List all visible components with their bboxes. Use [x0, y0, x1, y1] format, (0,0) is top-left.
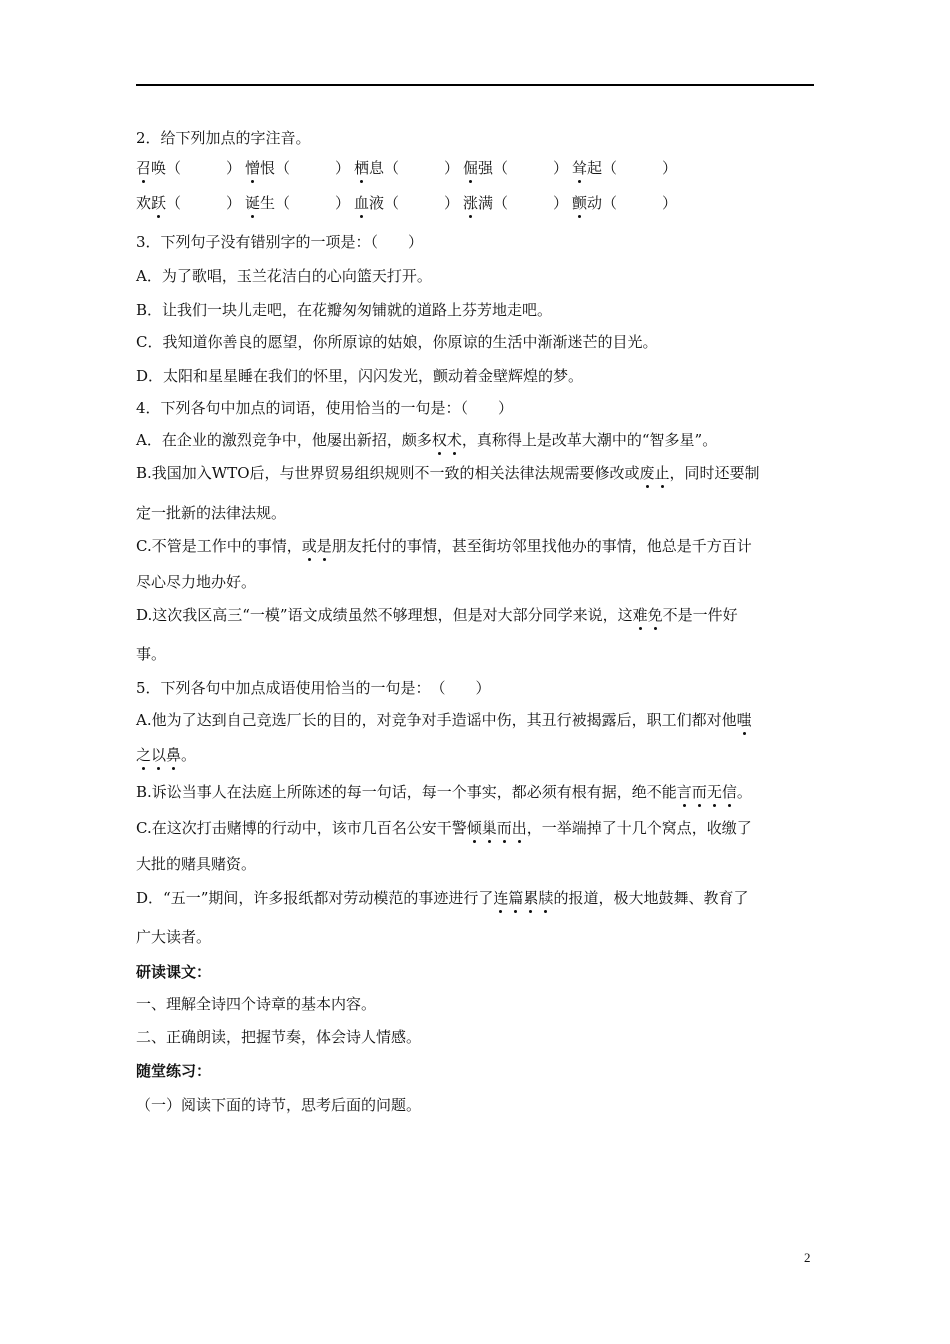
study-item-2: 二、正确朗读，把握节奏，体会诗人情感。 [136, 1028, 422, 1046]
text-segment: A.他为了达到自己竞选厂长的目的，对竞争对手造谣中伤，其丑行被揭露后，职工们都对他 [136, 711, 737, 729]
dotted-character: 召 [136, 159, 152, 177]
q4-option-b-line1 [136, 463, 826, 483]
dotted-character: 是 [316, 537, 332, 555]
dotted-character: 巢 [481, 819, 497, 837]
header-rule [136, 84, 814, 86]
q4-option-d-line1 [136, 605, 826, 625]
dotted-character: 颤 [572, 194, 588, 212]
q5-title: 5．下列各句中加点成语使用恰当的一句是： （ ） [136, 679, 491, 697]
emphasized-text [493, 889, 553, 907]
q5-option-d-line2: 广大读者。 [136, 928, 212, 946]
dotted-character: 出 [511, 819, 527, 837]
dotted-character: 憎 [245, 159, 261, 177]
dotted-character: 或 [301, 537, 317, 555]
pinyin-item [245, 193, 354, 213]
q2-row1 [136, 158, 681, 178]
dotted-character: 而 [691, 783, 707, 801]
dotted-character: 血 [354, 194, 370, 212]
dotted-character: 鼻 [166, 746, 182, 764]
text-segment: ，一举端掉了十几个窝点，收缴了 [526, 819, 752, 837]
text-segment: （ ） [166, 194, 242, 212]
text-segment: 生（ ） [260, 194, 351, 212]
text-segment: 满（ ） [478, 194, 569, 212]
q5-option-c-line1 [136, 818, 826, 838]
dotted-character: 连 [493, 889, 509, 907]
text-segment: 的报道，极大地鼓舞、教育了 [553, 889, 749, 907]
text-segment: 恨（ ） [260, 159, 351, 177]
text-segment: B.诉讼当事人在法庭上所陈述的每一句话，每一个事实，都必须有根有据，绝不能 [136, 783, 677, 801]
text-segment: C.在这次打击赌博的行动中，该市几百名公安干警 [136, 819, 467, 837]
emphasized-text [302, 537, 332, 555]
study-heading: 研读课文： [136, 963, 212, 981]
pinyin-item [136, 158, 245, 178]
q4-title: 4．下列各句中加点的词语，使用恰当的一句是：（ ） [136, 399, 514, 417]
text-segment: D．“五一”期间，许多报纸都对劳动模范的事迹进行了 [136, 889, 494, 907]
q3-option-d: D．太阳和星星睡在我们的怀里，闪闪发光，颤动着金壁辉煌的梦。 [136, 367, 584, 385]
dotted-character: 权 [431, 431, 447, 449]
text-segment: 息（ ） [369, 159, 460, 177]
emphasized-text [633, 606, 663, 624]
dotted-character: 以 [151, 746, 167, 764]
q4-option-c-line1 [136, 536, 826, 556]
q2-row2 [136, 193, 681, 213]
dotted-character: 信 [721, 783, 737, 801]
text-segment: 唤（ ） [151, 159, 242, 177]
text-segment: 液（ ） [369, 194, 460, 212]
emphasized-text [432, 431, 462, 449]
text-segment: A．在企业的激烈竞争中，他屡出新招，颇多 [136, 431, 432, 449]
dotted-character: 言 [676, 783, 692, 801]
dotted-character: 篇 [508, 889, 524, 907]
dotted-character: 之 [136, 746, 152, 764]
dotted-character: 诞 [245, 194, 261, 212]
pinyin-item [245, 158, 354, 178]
pinyin-item [354, 193, 463, 213]
dotted-character: 牍 [538, 889, 554, 907]
pinyin-item [136, 193, 245, 213]
text-segment: ，真称得上是改革大潮中的“智多星”。 [461, 431, 718, 449]
q5-option-a-line2 [136, 745, 826, 765]
text-segment: 强（ ） [478, 159, 569, 177]
text-segment: 不是一件好 [662, 606, 738, 624]
emphasized-text [136, 746, 181, 764]
q5-option-c-line2: 大批的赌具赌资。 [136, 855, 257, 873]
dotted-character: 免 [647, 606, 663, 624]
dotted-character: 废 [639, 464, 655, 482]
emphasized-text [467, 819, 527, 837]
emphasized-text [640, 464, 670, 482]
text-segment: 。 [181, 746, 197, 764]
text-segment: 欢 [136, 194, 152, 212]
dotted-character: 而 [496, 819, 512, 837]
text-segment: ，同时还要制 [669, 464, 760, 482]
text-segment: 动（ ） [587, 194, 678, 212]
pinyin-item [572, 193, 681, 213]
pinyin-item [463, 158, 572, 178]
q5-option-a-line1 [136, 710, 826, 730]
dotted-character: 术 [446, 431, 462, 449]
dotted-character: 嗤 [736, 711, 752, 729]
q5-option-b [136, 782, 826, 802]
q4-option-b-line2: 定一批新的法律法规。 [136, 504, 287, 522]
dotted-character: 跃 [151, 194, 167, 212]
pinyin-item [354, 158, 463, 178]
dotted-character: 止 [654, 464, 670, 482]
dotted-character: 难 [632, 606, 648, 624]
q4-option-c-line2: 尽心尽力地办好。 [136, 573, 257, 591]
q5-option-d-line1 [136, 888, 826, 908]
dotted-character: 涨 [463, 194, 479, 212]
text-segment: B.我国加入WTO后，与世界贸易组织规则不一致的相关法律法规需要修改或 [136, 464, 640, 482]
dotted-character: 倾 [466, 819, 482, 837]
text-segment: 起（ ） [587, 159, 678, 177]
q2-title: 2．给下列加点的字注音。 [136, 129, 311, 147]
q3-title: 3．下列句子没有错别字的一项是：（ ） [136, 233, 424, 251]
page-number: 2 [804, 1250, 811, 1265]
q4-option-a [136, 430, 826, 450]
emphasized-text [677, 783, 737, 801]
q3-option-c: C．我知道你善良的愿望，你所原谅的姑娘，你原谅的生活中渐渐迷芒的目光。 [136, 333, 658, 351]
q3-option-a: A．为了歌唱，玉兰花洁白的心向篮天打开。 [136, 267, 432, 285]
dotted-character: 耸 [572, 159, 588, 177]
text-segment: D.这次我区高三“一模”语文成绩虽然不够理想，但是对大部分同学来说，这 [136, 606, 633, 624]
dotted-character: 无 [706, 783, 722, 801]
practice-heading: 随堂练习： [136, 1062, 212, 1080]
text-segment: 。 [736, 783, 752, 801]
q4-option-d-line2: 事。 [136, 645, 167, 663]
dotted-character: 累 [523, 889, 539, 907]
dotted-character: 倔 [463, 159, 479, 177]
pinyin-item [463, 193, 572, 213]
dotted-character: 栖 [354, 159, 370, 177]
text-segment: 朋友托付的事情，甚至街坊邻里找他办的事情，他总是千方百计 [331, 537, 752, 555]
emphasized-text [737, 711, 752, 729]
practice-item-1: （一）阅读下面的诗节，思考后面的问题。 [136, 1096, 422, 1114]
study-item-1: 一、理解全诗四个诗章的基本内容。 [136, 995, 377, 1013]
pinyin-item [572, 158, 681, 178]
text-segment: C.不管是工作中的事情， [136, 537, 302, 555]
q3-option-b: B．让我们一块儿走吧，在花瓣匆匆铺就的道路上芬芳地走吧。 [136, 301, 553, 319]
